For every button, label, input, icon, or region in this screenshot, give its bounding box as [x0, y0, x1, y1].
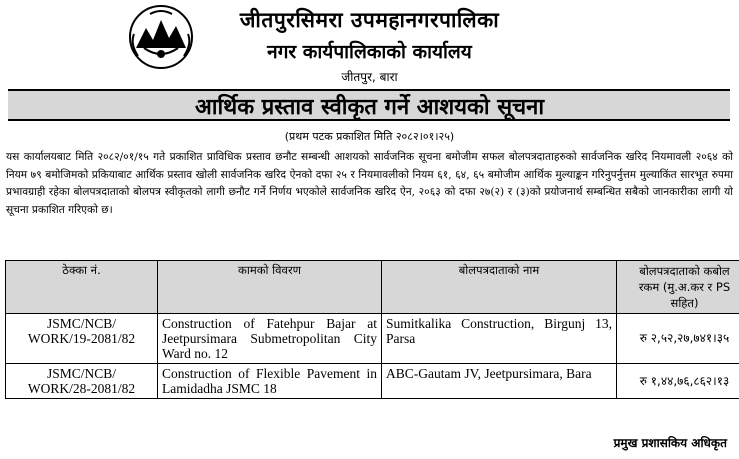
header-bidder: बोलपत्रदाताको नाम	[382, 261, 617, 314]
publish-date: (प्रथम पटक प्रकाशित मिति २०८२।०१।२५)	[284, 130, 455, 143]
contract-no-line1: JSMC/NCB/	[46, 316, 117, 331]
contract-no-cell	[6, 314, 158, 364]
header-amount	[617, 261, 739, 314]
header-amount-line3: सहित)	[670, 296, 699, 310]
signatory-title: प्रमुख प्रशासकिय अधिकृत	[613, 436, 727, 450]
amount-cell: रु १,४४,७६,८६२।१३	[617, 364, 739, 399]
header-contract-no: ठेक्का नं.	[6, 261, 158, 314]
header-description: कामको विवरण	[158, 261, 382, 314]
amount-cell: रु २,५२,२७,७४१।३५	[617, 314, 739, 364]
notice-body: यस कार्यालयबाट मिति २०८२/०१/१५ गते प्रकाशित प्राविधिक प्रस्ताव छनौट सम्बन्धी आशयको सार्वजनिक सूचना बमोजीम सफल बोलपत्रदाताहरुको सार्वजनिक खरिद नियमावली २०६४ को नियम ७९ बमोजिमको प्रकियाबाट आर्थिक प्रस्ताव खोली सार्वजनिक खरिद ऐनको दफा २५ र नियमावलीको नियम ६१, ६४, ६५ बमोजीम आर्थिक मुल्याङ्कन गरिनुपर्नुत्तम मुल्याकिंत सारभूत रुपमा प्रभावग्राही रहेका बोलपत्रदाताको बोलपत्र स्वीकृतको लागी छनौट गर्ने निर्णय भएकोले सार्वजनिक खरिद ऐन, २०६३ को दफा २७(२) र (३)को प्रयोजनार्थ सम्बन्धित सबैको जानकारीका लागी यो सूचना प्रकाशित गरिएको छ।	[6, 151, 733, 216]
description-cell: Construction of Fatehpur Bajar at Jeetpursimara Submetropolitan City Ward no. 12	[158, 314, 382, 364]
table-row	[6, 314, 739, 364]
office-location: जीतपुर, बारा	[341, 70, 398, 84]
contract-no-line2: WORK/19-2081/82	[27, 331, 136, 346]
header-amount-line2: रकम (मु.अ.कर र PS	[638, 280, 731, 294]
contract-no-line1: JSMC/NCB/	[46, 366, 117, 381]
contract-no-cell	[6, 364, 158, 399]
header-amount-line1: बोलपत्रदाताको कबोल	[639, 264, 730, 278]
bidder-table	[5, 260, 739, 399]
bidder-cell: ABC-Gautam JV, Jeetpursimara, Bara	[382, 364, 617, 399]
notice-title: आर्थिक प्रस्ताव स्वीकृत गर्ने आशयको सूचना	[194, 95, 545, 120]
table-header-row	[6, 261, 739, 314]
description-cell: Construction of Flexible Pavement in Lamidadha JSMC 18	[158, 364, 382, 399]
table-row	[6, 364, 739, 399]
org-name: जीतपुरसिमरा उपमहानगरपालिका	[239, 8, 500, 32]
contract-no-line2: WORK/28-2081/82	[27, 381, 136, 396]
bidder-cell: Sumitkalika Construction, Birgunj 13, Parsa	[382, 314, 617, 364]
office-name: नगर कार्यपालिकाको कार्यालय	[267, 41, 472, 63]
